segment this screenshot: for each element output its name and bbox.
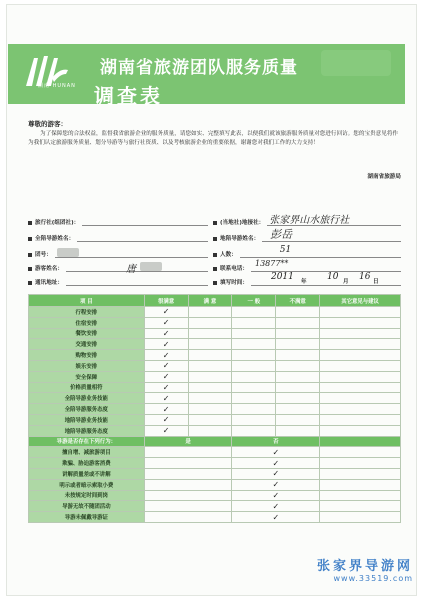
rating-cell[interactable] [276,307,320,318]
phone-input-line [251,259,401,272]
people-input-line [240,245,401,258]
guest-name-label: 游客姓名： [35,266,63,272]
intro-paragraph: 为了保障您的合法权益，监督我省旅游企业的服务质量，请您如实、完整填写此表，以便我们就该旅游服务质量对您进行回访。您的宝贵意见将作为我们认定旅游服务质量、划分导游等与旅行社资质、以及考核旅游企业的重要依据，谢谢您对我们工作的大力支持！ [28,131,399,146]
guest-name-field [28,264,208,275]
date-field [213,272,401,286]
rating-cell[interactable]: ✓ [144,414,188,425]
rating-cell[interactable]: ✓ [144,382,188,393]
rating-cell[interactable] [232,328,276,339]
no-header: 否 [232,436,320,447]
people-field [213,245,401,258]
yes-cell[interactable] [144,468,232,479]
national-guide-label: 全陪导游姓名： [35,236,75,242]
comment-cell[interactable] [320,307,401,318]
column-header: 不满意 [276,295,320,307]
agency-field [28,218,208,226]
column-header: 项 目 [29,295,145,307]
comment-cell[interactable] [320,490,401,501]
date-label: 填写时间： [220,280,248,286]
bullet-icon [213,253,217,257]
table-row [29,328,401,339]
satisfaction-table [28,294,401,523]
row-label: 讲解质量差或不讲解 [29,468,145,479]
local-agency-label: (当地社)地接社： [220,220,265,226]
rating-cell[interactable] [232,425,276,436]
rating-cell[interactable] [232,404,276,415]
comment-cell[interactable] [320,479,401,490]
row-label: 购物安排 [29,350,145,361]
rating-cell[interactable] [188,339,232,350]
row-label: 地陪导游服务态度 [29,425,145,436]
row-label: 餐饮安排 [29,328,145,339]
row-label: 导游未佩戴导游证 [29,512,145,523]
no-cell[interactable]: ✓ [232,512,320,523]
row-label: 地陪导游业务技能 [29,414,145,425]
local-guide-input-line [262,228,401,242]
table-row [29,307,401,318]
address-field [28,278,208,286]
rating-cell[interactable] [276,393,320,404]
rating-cell[interactable] [188,371,232,382]
rating-cell[interactable] [232,350,276,361]
rating-cell[interactable] [276,382,320,393]
no-cell[interactable]: ✓ [232,458,320,469]
site-watermark [317,555,413,583]
rating-cell[interactable] [188,414,232,425]
table-row [29,360,401,371]
table-row [29,468,401,479]
comment-cell[interactable] [320,425,401,436]
date-year: 2011 [270,272,294,282]
rating-cell[interactable] [188,317,232,328]
yes-cell[interactable] [144,501,232,512]
agency-label: 旅行社(组团社)： [35,220,80,226]
banner-shade [321,50,391,76]
bullet-icon [28,281,32,285]
comment-cell[interactable] [320,350,401,361]
rating-cell[interactable] [232,414,276,425]
table-row [29,501,401,512]
watermark-title: 张家界导游网 [316,559,413,574]
rating-cell[interactable]: ✓ [144,317,188,328]
column-header: 很满意 [144,295,188,307]
comment-cell[interactable] [320,458,401,469]
comment-cell[interactable] [320,328,401,339]
comment-cell[interactable] [320,360,401,371]
table-row [29,371,401,382]
rating-cell[interactable] [232,360,276,371]
yes-cell[interactable] [144,479,232,490]
rating-cell[interactable] [276,317,320,328]
comment-cell[interactable] [320,404,401,415]
address-input-line [66,278,208,286]
people-label: 人数： [220,252,237,258]
rating-cell[interactable] [188,350,232,361]
rating-cell[interactable] [188,393,232,404]
table-row [29,393,401,404]
table-row [29,458,401,469]
bullet-icon [28,221,32,225]
rating-cell[interactable] [276,425,320,436]
rating-cell[interactable]: ✓ [144,393,188,404]
comment-cell[interactable] [320,317,401,328]
bullet-icon [213,221,217,225]
guest-name-input-line [66,264,208,275]
local-agency-input-line [267,215,401,226]
row-label: 交通安排 [29,339,145,350]
row-label: 住宿安排 [29,317,145,328]
local-agency-value: 张家界山水旅行社 [269,215,350,226]
row-label: 导游无故不随团活动 [29,501,145,512]
table-row [29,425,401,436]
logo-caption: 湖南 HUNAN [38,83,76,89]
no-cell[interactable]: ✓ [232,447,320,458]
no-cell[interactable]: ✓ [232,468,320,479]
comment-cell[interactable] [320,382,401,393]
year-suffix: 年 [300,279,307,285]
comment-cell[interactable] [320,371,401,382]
table-row [29,447,401,458]
rating-cell[interactable] [232,307,276,318]
section-header-row [29,436,401,447]
month-suffix: 月 [342,279,349,285]
table-row [29,512,401,523]
row-label: 安全保障 [29,371,145,382]
yes-cell[interactable] [144,447,232,458]
table-row [29,414,401,425]
column-header: 其它意见与建议 [320,295,401,307]
rating-cell[interactable] [188,360,232,371]
rating-cell[interactable] [276,328,320,339]
bullet-icon [28,237,32,241]
rating-cell[interactable] [232,393,276,404]
date-day: 16 [358,272,371,282]
date-input-line [251,272,401,286]
table-row [29,404,401,415]
rating-cell[interactable]: ✓ [144,328,188,339]
yes-cell[interactable] [144,512,232,523]
bullet-icon [213,281,217,285]
rating-cell[interactable] [232,382,276,393]
table-row [29,490,401,501]
yes-cell[interactable] [144,490,232,501]
guest-name-value: 唐 [125,264,136,275]
comment-cell[interactable] [320,447,401,458]
rating-cell[interactable] [188,404,232,415]
people-value: 51 [279,245,292,255]
comment-cell[interactable] [320,339,401,350]
table-row [29,317,401,328]
rating-cell[interactable] [276,371,320,382]
row-label: 欺骗、胁迫游客消费 [29,458,145,469]
table-header-row [29,295,401,307]
rating-cell[interactable]: ✓ [144,425,188,436]
bullet-icon [213,267,217,271]
local-guide-field [213,228,401,242]
no-cell[interactable]: ✓ [232,490,320,501]
row-label: 全陪导游业务技能 [29,393,145,404]
rating-cell[interactable] [276,360,320,371]
bullet-icon [213,237,217,241]
page-title: 湖南省旅游团队服务质量 [100,58,298,78]
row-label: 全陪导游服务态度 [29,404,145,415]
rating-cell[interactable] [188,425,232,436]
column-header: 一 般 [232,295,276,307]
agency-input-line [82,218,208,226]
rating-cell[interactable] [276,350,320,361]
redacted-value [57,248,79,257]
rating-cell[interactable]: ✓ [144,371,188,382]
greeting: 尊敬的游客： [28,120,67,128]
table-row [29,382,401,393]
rating-cell[interactable] [276,404,320,415]
row-label: 行程安排 [29,307,145,318]
national-guide-input-line [77,234,208,242]
local-agency-field [213,215,401,226]
yes-header: 是 [144,436,232,447]
rating-cell[interactable]: ✓ [144,360,188,371]
redacted-value [140,262,162,271]
comment-cell[interactable] [320,393,401,404]
rating-cell[interactable]: ✓ [144,404,188,415]
no-cell[interactable]: ✓ [232,479,320,490]
yes-cell[interactable] [144,458,232,469]
table-row [29,479,401,490]
row-label: 价格质量相符 [29,382,145,393]
date-month: 10 [326,272,339,282]
rating-cell[interactable] [232,371,276,382]
section-blank [320,436,401,447]
phone-label: 联系电话： [220,266,248,272]
phone-value: 13877** [254,259,289,268]
table-row [29,350,401,361]
rating-cell[interactable] [232,339,276,350]
no-cell[interactable]: ✓ [232,501,320,512]
column-header: 满 意 [188,295,232,307]
address-label: 通讯地址： [35,280,63,286]
rating-cell[interactable] [276,414,320,425]
row-label: 擅自增、减旅游项目 [29,447,145,458]
rating-cell[interactable] [232,317,276,328]
comment-cell[interactable] [320,512,401,523]
rating-cell[interactable] [188,382,232,393]
group-no-field [28,250,208,258]
group-no-input-line [55,250,208,258]
watermark-url: www.33519.com [333,574,413,583]
comment-cell[interactable] [320,501,401,512]
phone-field [213,259,401,272]
day-suffix: 日 [372,279,379,285]
bullet-icon [28,267,32,271]
national-guide-field [28,234,208,242]
bullet-icon [28,253,32,257]
row-label: 未按规定时间到岗 [29,490,145,501]
page-subtitle: 调查表 [94,84,163,108]
rating-cell[interactable]: ✓ [144,307,188,318]
comment-cell[interactable] [320,468,401,479]
local-guide-value: 彭岳 [270,228,293,241]
comment-cell[interactable] [320,414,401,425]
group-no-label: 团号： [35,252,52,258]
row-label: 明示或者暗示索取小费 [29,479,145,490]
rating-cell[interactable] [188,328,232,339]
rating-cell[interactable] [188,307,232,318]
row-label: 娱乐安排 [29,360,145,371]
section-title: 导游是否存在下列行为： [29,436,145,447]
rating-cell[interactable]: ✓ [144,350,188,361]
rating-cell[interactable]: ✓ [144,339,188,350]
local-guide-label: 地陪导游姓名： [220,236,260,242]
signoff: 湖南省旅游局 [367,174,401,180]
rating-cell[interactable] [276,339,320,350]
table-row [29,339,401,350]
